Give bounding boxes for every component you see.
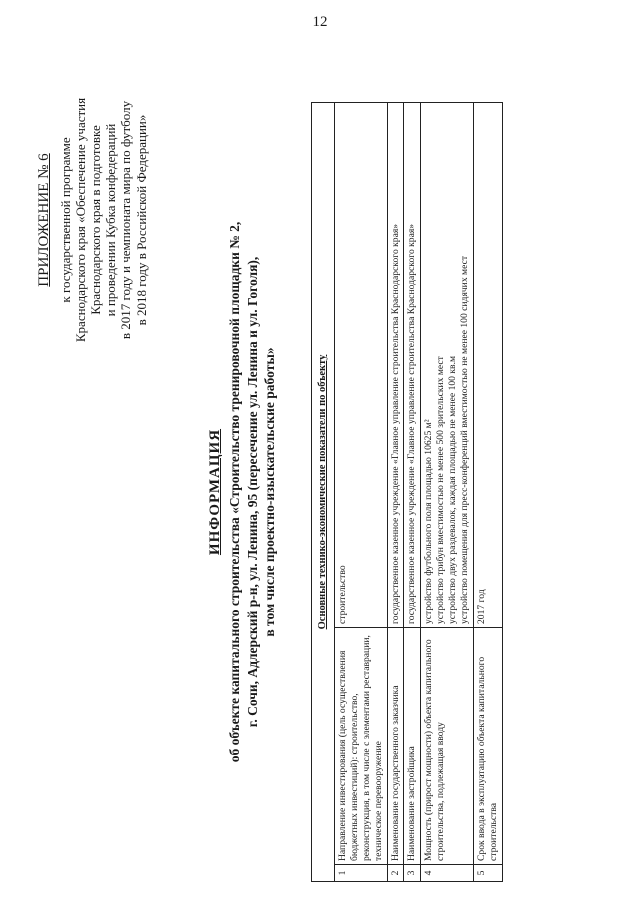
indicators-table	[311, 102, 503, 882]
table-row	[387, 103, 404, 882]
document-heading	[206, 122, 279, 862]
row-number: 1	[335, 865, 388, 882]
row-label: Направление инвестирования (цель осуществления бюджетных инвестиций): строительство, реконструкция, в том числе с элементами реставрации, техническое перевооружение	[335, 628, 388, 865]
appendix-header	[36, 68, 149, 372]
appendix-line: и проведении Кубка конфедераций	[103, 123, 119, 317]
row-value-line: государственное казенное учреждение «Главное управление строительства Краснодарского края»	[406, 223, 418, 624]
row-number: 3	[404, 865, 421, 882]
appendix-title: ПРИЛОЖЕНИЕ № 6	[36, 153, 52, 287]
row-number: 2	[387, 865, 404, 882]
row-value-line: устройство трибун вместимостью не менее 500 зрительских мест	[435, 356, 447, 624]
row-value-line: государственное казенное учреждение «Главное управление строительства Краснодарского края»	[389, 223, 401, 624]
row-label: Наименование государственного заказчика	[387, 628, 404, 865]
heading-line: г. Сочи, Адлерский р-н, ул. Ленина, 95 (пересечение ул. Ленина и ул. Гоголя),	[244, 256, 260, 728]
heading-line: об объекте капитального строительства «Строительство тренировочной площадки № 2,	[226, 221, 242, 763]
table-row	[335, 103, 388, 882]
appendix-line: Краснодарского края «Обеспечение участия	[72, 97, 88, 343]
row-number: 4	[421, 865, 474, 882]
row-value-line: 2017 год	[475, 589, 487, 624]
row-value	[404, 103, 421, 628]
row-value-line: устройство футбольного поля площадью 10625 м²	[423, 419, 435, 624]
row-value	[421, 103, 474, 628]
row-label: Срок ввода в эксплуатацию объекта капитального строительства	[473, 628, 502, 865]
heading-line: в том числе проектно-изыскательские работы»	[262, 347, 278, 637]
row-value	[473, 103, 502, 628]
row-value-line: строительство	[337, 565, 349, 624]
row-value	[387, 103, 404, 628]
appendix-line: Краснодарского края в подготовке	[87, 125, 103, 315]
rotated-page-content	[36, 58, 596, 892]
row-number: 5	[473, 865, 502, 882]
heading-title: ИНФОРМАЦИЯ	[207, 428, 223, 556]
appendix-line: в 2018 году в Российской Федерации»	[133, 114, 149, 326]
page-number: 12	[312, 14, 328, 30]
appendix-line: в 2017 году и чемпионата мира по футболу	[118, 100, 134, 340]
row-label: Мощность (прирост мощности) объекта капитального строительства, подлежащая вводу	[421, 628, 474, 865]
row-value-line: устройство двух раздевалок, каждая площадью не менее 100 кв.м	[447, 355, 459, 624]
table-row	[473, 103, 502, 882]
table-row	[421, 103, 474, 882]
table-section-row	[312, 103, 335, 882]
appendix-line: к государственной программе	[57, 137, 73, 303]
row-value-line: устройство помещения для пресс-конференций вместимостью не менее 100 сидячих мест	[459, 255, 471, 624]
table-row	[404, 103, 421, 882]
section-title: Основные технико-экономические показатели по объекту	[312, 103, 335, 882]
row-value	[335, 103, 388, 628]
row-label: Наименование застройщика	[404, 628, 421, 865]
